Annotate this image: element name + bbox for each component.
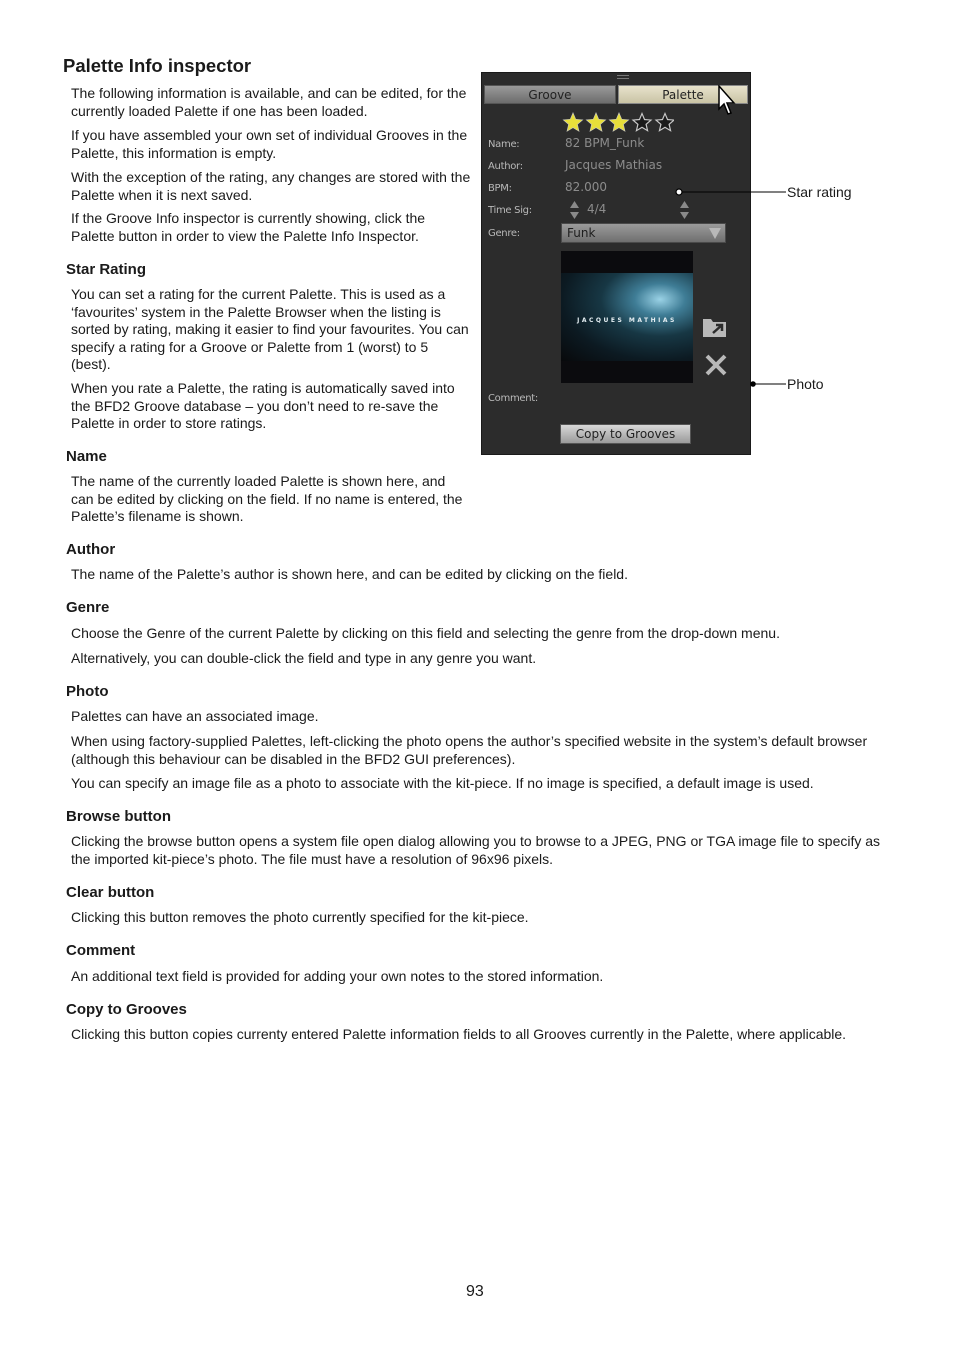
time-sig-label: Time Sig: xyxy=(488,205,532,216)
author-label: Author: xyxy=(488,161,523,172)
section-paragraph: Clicking this button copies currenty entered Palette information fields to all Grooves currently in the Palette, where applicable. xyxy=(71,1026,847,1042)
time-sig-field[interactable]: 4/4 xyxy=(587,202,607,216)
section-paragraph: Palettes can have an associated image. xyxy=(71,708,319,724)
section-paragraph: Alternatively, you can double-click the field and type in any genre you want. xyxy=(71,650,537,666)
section-heading-copy-to-grooves: Copy to Grooves xyxy=(66,1001,187,1018)
section-heading-clear-button: Clear button xyxy=(66,884,155,901)
section-paragraph: Choose the Genre of the current Palette by clicking on this field and selecting the genre from the drop-down menu. xyxy=(71,625,780,641)
author-field[interactable]: Jacques Mathias xyxy=(565,158,663,172)
star-filled-icon[interactable] xyxy=(564,114,582,131)
section-paragraph: When using factory-supplied Palettes, left-clicking the photo opens the author’s specified website in the system’s default browser (although this behaviour can be disabled in the BFD2 GUI preferences). xyxy=(71,733,868,767)
genre-value: Funk xyxy=(567,226,596,240)
section-heading-name: Name xyxy=(66,448,107,465)
section-heading-star-rating: Star Rating xyxy=(66,261,147,278)
section-paragraph: Clicking the browse button opens a system file open dialog allowing you to browse to a JPEG, PNG or TGA image file to specify as the imported kit-piece’s photo. The file must have a resolution of 96x96 pixels. xyxy=(71,833,881,867)
time-sig-numerator-spinner-icon[interactable] xyxy=(569,200,580,220)
section-paragraph: Clicking this button removes the photo currently specified for the kit-piece. xyxy=(71,909,529,925)
bpm-label: BPM: xyxy=(488,183,512,194)
section-heading-genre: Genre xyxy=(66,599,110,616)
mouse-pointer-icon xyxy=(717,85,737,117)
name-field[interactable]: 82 BPM_Funk xyxy=(565,136,645,150)
section-heading-browse-button: Browse button xyxy=(66,808,171,825)
callout-lines xyxy=(670,178,950,398)
copy-to-grooves-button[interactable]: Copy to Grooves xyxy=(560,424,691,444)
section-heading-author: Author xyxy=(66,541,116,558)
intro-paragraph: With the exception of the rating, any changes are stored with the Palette when it is next saved. xyxy=(71,169,471,203)
intro-paragraph: The following information is available, and can be edited, for the currently loaded Palette if one has been loaded. xyxy=(71,85,467,119)
tab-palette[interactable]: Palette xyxy=(618,85,748,104)
section-paragraph: An additional text field is provided for adding your own notes to the stored information. xyxy=(71,968,604,984)
star-filled-icon[interactable] xyxy=(610,114,628,131)
section-paragraph: You can set a rating for the current Palette. This is used as a ‘favourites’ system in the Palette Browser when the listing is sorted by rating, making it easier to find your favourites. You can specify a rating for a Groove or Palette from 1 (worst) to 5 (best). xyxy=(71,286,469,372)
intro-paragraph: If you have assembled your own set of individual Grooves in the Palette, this information is empty. xyxy=(71,127,468,161)
drag-grip-icon[interactable] xyxy=(617,75,629,79)
genre-label: Genre: xyxy=(488,228,520,239)
page-title: Palette Info inspector xyxy=(63,55,252,76)
bpm-field[interactable]: 82.000 xyxy=(565,180,607,194)
section-paragraph: When you rate a Palette, the rating is automatically saved into the BFD2 Groove database – you don’t need to re-save the Palette in order to store ratings. xyxy=(71,380,455,431)
star-rating-control[interactable] xyxy=(562,112,674,134)
section-paragraph: You can specify an image file as a photo to associate with the kit-piece. If no image is specified, a default image is used. xyxy=(71,775,814,791)
section-paragraph: The name of the currently loaded Palette is shown here, and can be edited by clicking on the field. If no name is entered, the Palette’s filename is shown. xyxy=(71,473,463,524)
star-filled-icon[interactable] xyxy=(587,114,605,131)
name-label: Name: xyxy=(488,139,520,150)
intro-paragraph: If the Groove Info inspector is currently showing, click the Palette button in order to view the Palette Info Inspector. xyxy=(71,210,426,244)
callout-star-rating: Star rating xyxy=(787,184,852,200)
section-heading-comment: Comment xyxy=(66,942,136,959)
comment-label: Comment: xyxy=(488,393,538,404)
section-heading-photo: Photo xyxy=(66,683,109,700)
tab-groove[interactable]: Groove xyxy=(484,85,616,104)
page-number: 93 xyxy=(466,1283,484,1300)
section-paragraph: The name of the Palette’s author is shown here, and can be edited by clicking on the field. xyxy=(71,566,628,582)
callout-photo: Photo xyxy=(787,376,824,392)
photo-caption: JACQUES MATHIAS xyxy=(577,317,677,324)
